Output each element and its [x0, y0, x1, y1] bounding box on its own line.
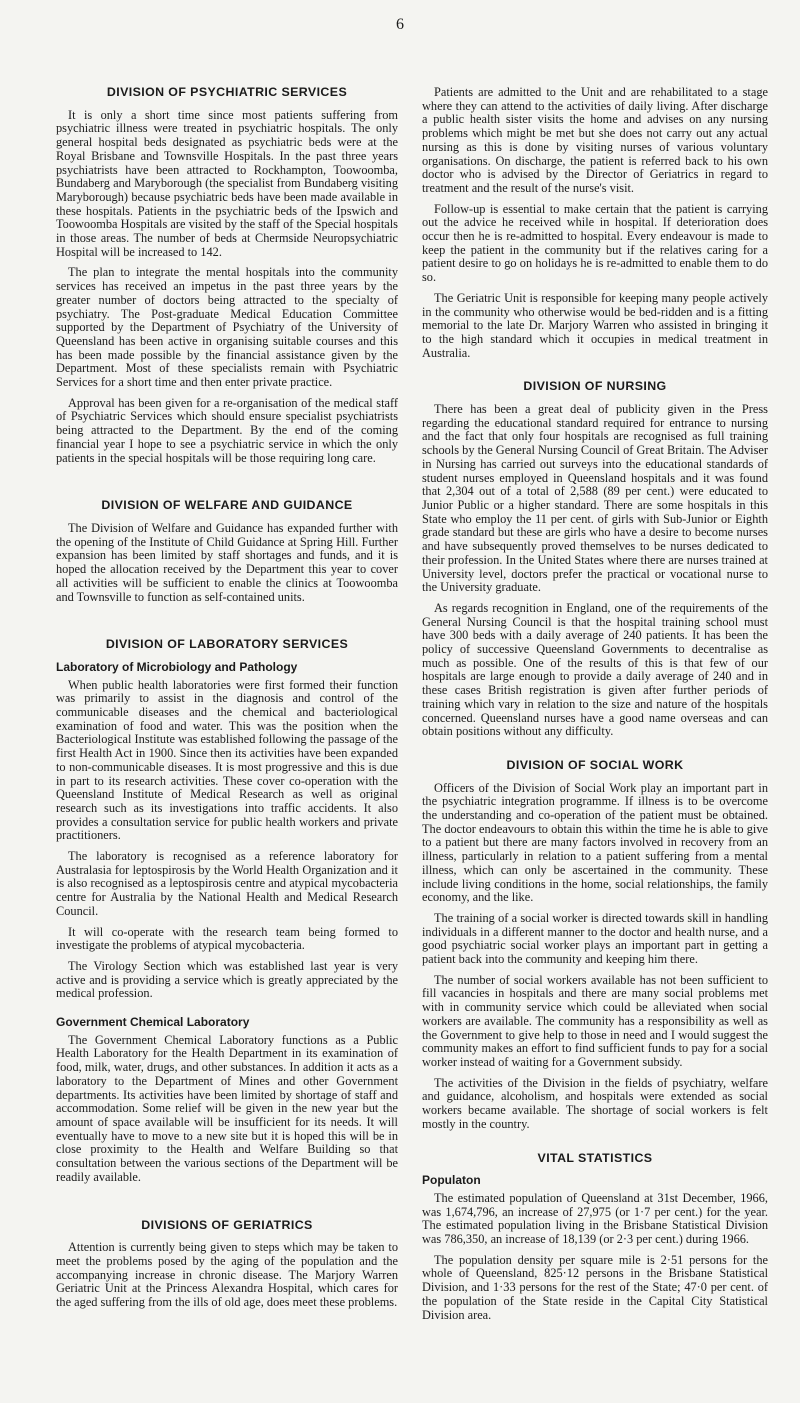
paragraph: When public health laboratories were first formed their function was primarily to assist in the diagnosis and control of the communicable diseases and the chemical and bacteriological examination of food and water. This was the position when the Bacteriological Institute was established following the passage of the first Health Act in 1900. Since then its activities have been expanded to non-communicable diseases. It is most progressive and this is due in part to its research activities. These cover co-operation with the Queensland Institute of Medical Research as well as original research such as its investigations into traffic accidents. It also provides a consultation service for public health workers and private practitioners. [56, 677, 398, 843]
microbiology-subheading: Laboratory of Microbiology and Pathology [56, 659, 298, 674]
paragraph: The Virology Section which was established last year is very active and is providing a service which is greatly appreciated by the medical profession. [56, 958, 398, 1001]
paragraph: Officers of the Division of Social Work play an important part in the psychiatric integration programme. If illness is to be overcome the understanding and co-operation of the patient must be obtained. The doctor endeavours to obtain this within the time he is able to give to a patient but there are many factors involved in recovery from an illness, particularly in relation to a patient suffering from a mental illness, which can only be ascertained in the community. These include living conditions in the home, social relationships, the family economy, and the like. [422, 780, 768, 905]
paragraph: The Division of Welfare and Guidance has expanded further with the opening of the Institute of Child Guidance at Spring Hill. Further expansion has been limited by staff shortages and funds, and it is hoped the allocation received by the Department this year to cover all activities will be sufficient to enable the clinics at Toowoomba and Townsville to function as self-contained units. [56, 520, 398, 604]
paragraph: The plan to integrate the mental hospitals into the community services has received an impetus in the past three years by the greater number of doctors being attracted to the specialty of psychiatry. The Post-graduate Medical Education Committee supported by the Department of Psychiatry of the University of Queensland has been active in organising suitable courses and this has been made possible by the financial assistance given by the Department. Most of these specialists remain with Psychiatric Services for a short time and then enter private practice. [56, 265, 398, 390]
paragraph: Patients are admitted to the Unit and are rehabilitated to a stage where they can attend to the activities of daily living. After discharge a public health sister visits the home and advises on any nursing problems which might be met but she does not carry out any actual nursing as this is done by visiting nurses of various voluntary organisations. On discharge, the patient is referred back to his own doctor who is advised by the Director of Geriatrics in regard to treatment and the result of the nurse's visit. [422, 85, 768, 195]
vital-statistics-heading: VITAL STATISTICS [537, 1150, 653, 1165]
psychiatric-services-heading: DIVISION OF PSYCHIATRIC SERVICES [106, 85, 348, 99]
paragraph: Follow-up is essential to make certain that the patient is carrying out the advice he received while in hospital. If deterioration does occur then he is re-admitted to hospital. Every endeavour is made to keep the patient in the community but if the relatives caring for a patient desire to go on holidays he is re-admitted to enable them to do so. [422, 201, 768, 285]
population-subheading: Populaton [422, 1173, 481, 1188]
page-number: 6 [396, 16, 404, 33]
paragraph: As regards recognition in England, one of the requirements of the General Nursing Council is that the hospital training school must have 300 beds with a daily average of 240 patients. It has been the policy of successive Queensland Governments to decentralise as much as possible. One of the results of this is that few of our hospitals are large enough to provide a daily average of 240 and in these cases British registration is given after further periods of training which vary in relation to the size and nature of the hospitals concerned. Queensland nurses have a good name overseas and can obtain positions without any difficulty. [422, 600, 768, 739]
right-column [422, 86, 768, 1329]
paragraph: There has been a great deal of publicity given in the Press regarding the educational standard required for entrance to nursing and the fact that only four hospitals are recognised as full training schools by the General Nursing Council of Great Britain. The Adviser in Nursing has carried out surveys into the educational standards of student nurses employed in Queensland hospitals and it was found that 2,304 out of a total of 2,588 (89 per cent.) were educated to Junior Public or a higher standard. There are some hospitals in this State who employ the 11 per cent. of girls with Sub-Junior or Eighth grade standard but these are girls who have a desire to become nurses and have subsequently proved themselves to be nurses dedicated to their profession. In the United States where there are nurses trained at University level, doctors prefer the practical or vocational nurse to the University graduate. [422, 402, 768, 595]
vital-statistics-section [422, 1152, 768, 1323]
paragraph: It will co-operate with the research team being formed to investigate the problems of atypical mycobacteria. [56, 924, 398, 953]
welfare-guidance-heading: DIVISION OF WELFARE AND GUIDANCE [101, 498, 353, 513]
social-work-section [422, 759, 768, 1132]
social-work-heading: DIVISION OF SOCIAL WORK [506, 757, 684, 772]
paragraph: The population density per square mile is 2·51 persons for the whole of Queensland, 825·12 persons in the Brisbane Statistical Division, and 1·33 persons for the rest of the State; 47·0 per cent. of the population of the State reside in the Capital City Statistical Division area. [422, 1252, 768, 1322]
laboratory-services-heading: DIVISION OF LABORATORY SERVICES [105, 637, 349, 652]
geriatrics-continued-section [422, 86, 768, 360]
chemical-laboratory-subheading: Government Chemical Laboratory [56, 1015, 250, 1030]
nursing-section [422, 380, 768, 739]
paragraph: The laboratory is recognised as a reference laboratory for Australasia for leptospirosis by the World Health Organization and it is also recognised as a leptospirosis centre and atypical mycobacteria centre for Australia by the National Health and Medical Research Council. [56, 849, 398, 918]
paragraph: The training of a social worker is directed towards skill in handling individuals in a different manner to the doctor and health nurse, and a good psychiatric social worker plays an important part in getting a patient back into the community and keeping him there. [422, 910, 768, 967]
paragraph: Approval has been given for a re-organisation of the medical staff of Psychiatric Services which should ensure specialist psychiatrists being attracted to the Department. By the end of the coming financial year I hope to see a psychiatric service in which the only patients in the special hospitals will be those requiring long care. [56, 395, 398, 465]
left-column [56, 86, 398, 1317]
welfare-guidance-section [56, 499, 398, 604]
geriatrics-section [56, 1219, 398, 1310]
psychiatric-services-section [56, 86, 398, 465]
paragraph: The estimated population of Queensland at 31st December, 1966, was 1,674,796, an increase of 27,975 (or 1·7 per cent.) for the year. The estimated population living in the Brisbane Statistical Division was 786,350, an increase of 18,139 (or 2·3 per cent.) during 1966. [422, 1190, 768, 1247]
paragraph: The number of social workers available has not been sufficient to fill vacancies in hospitals and there are many social problems met with in community service which could be alleviated when social workers are available. The community has a responsibility as well as the Government to give help to those in need and I would suggest the community makes an effort to find sufficient funds to pay for a social worker instead of waiting for a Government subsidy. [422, 972, 768, 1069]
paragraph: It is only a short time since most patients suffering from psychiatric illness were treated in psychiatric hospitals. The only general hospital beds designated as psychiatric beds were at the Royal Brisbane and Townsville Hospitals. In the past three years psychiatrists have been attracted to Rockhampton, Toowoomba, Bundaberg and Maryborough (the specialist from Bundaberg visiting Maryborough) because psychiatric beds have been made available in these hospitals. Patients in the psychiatric beds of the Ipswich and Toowoomba Hospitals are visited by the staff of the Special hospitals in those areas. The number of beds at Chermside Neuropsychiatric Hospital will be increased to 142. [56, 107, 398, 259]
paragraph: The Government Chemical Laboratory functions as a Public Health Laboratory for the Health Department in its examination of food, milk, water, drugs, and other substances. In addition it acts as a laboratory to the Department of Mines and other Government departments. Its activities have been limited by shortage of staff and accommodation. Some relief will be given in the new year but the amount of space available will be insufficient for its needs. It will eventually have to move to a new site but it is hoped this will be in close proximity to the Health and Welfare Building so that consultation between the various sections of the Department will be readily available. [56, 1032, 398, 1184]
paragraph: Attention is currently being given to steps which may be taken to meet the problems posed by the aging of the population and the accompanying increase in chronic disease. The Marjory Warren Geriatric Unit at the Princess Alexandra Hospital, which cares for the aged suffering from the ills of old age, does meet these problems. [56, 1240, 398, 1310]
geriatrics-heading: DIVISIONS OF GERIATRICS [141, 1217, 313, 1232]
paragraph: The activities of the Division in the fields of psychiatry, welfare and guidance, alcoholism, and hospitals were extended as social workers became available. The shortage of social workers is felt mostly in the country. [422, 1075, 768, 1131]
paragraph: The Geriatric Unit is responsible for keeping many people actively in the community who otherwise would be bed-ridden and is a fitting memorial to the late Dr. Marjory Warren who assisted in bringing it to the high standard which it occupies in medical treatment in Australia. [422, 290, 768, 360]
laboratory-services-section [56, 638, 398, 1184]
nursing-heading: DIVISION OF NURSING [523, 379, 667, 394]
